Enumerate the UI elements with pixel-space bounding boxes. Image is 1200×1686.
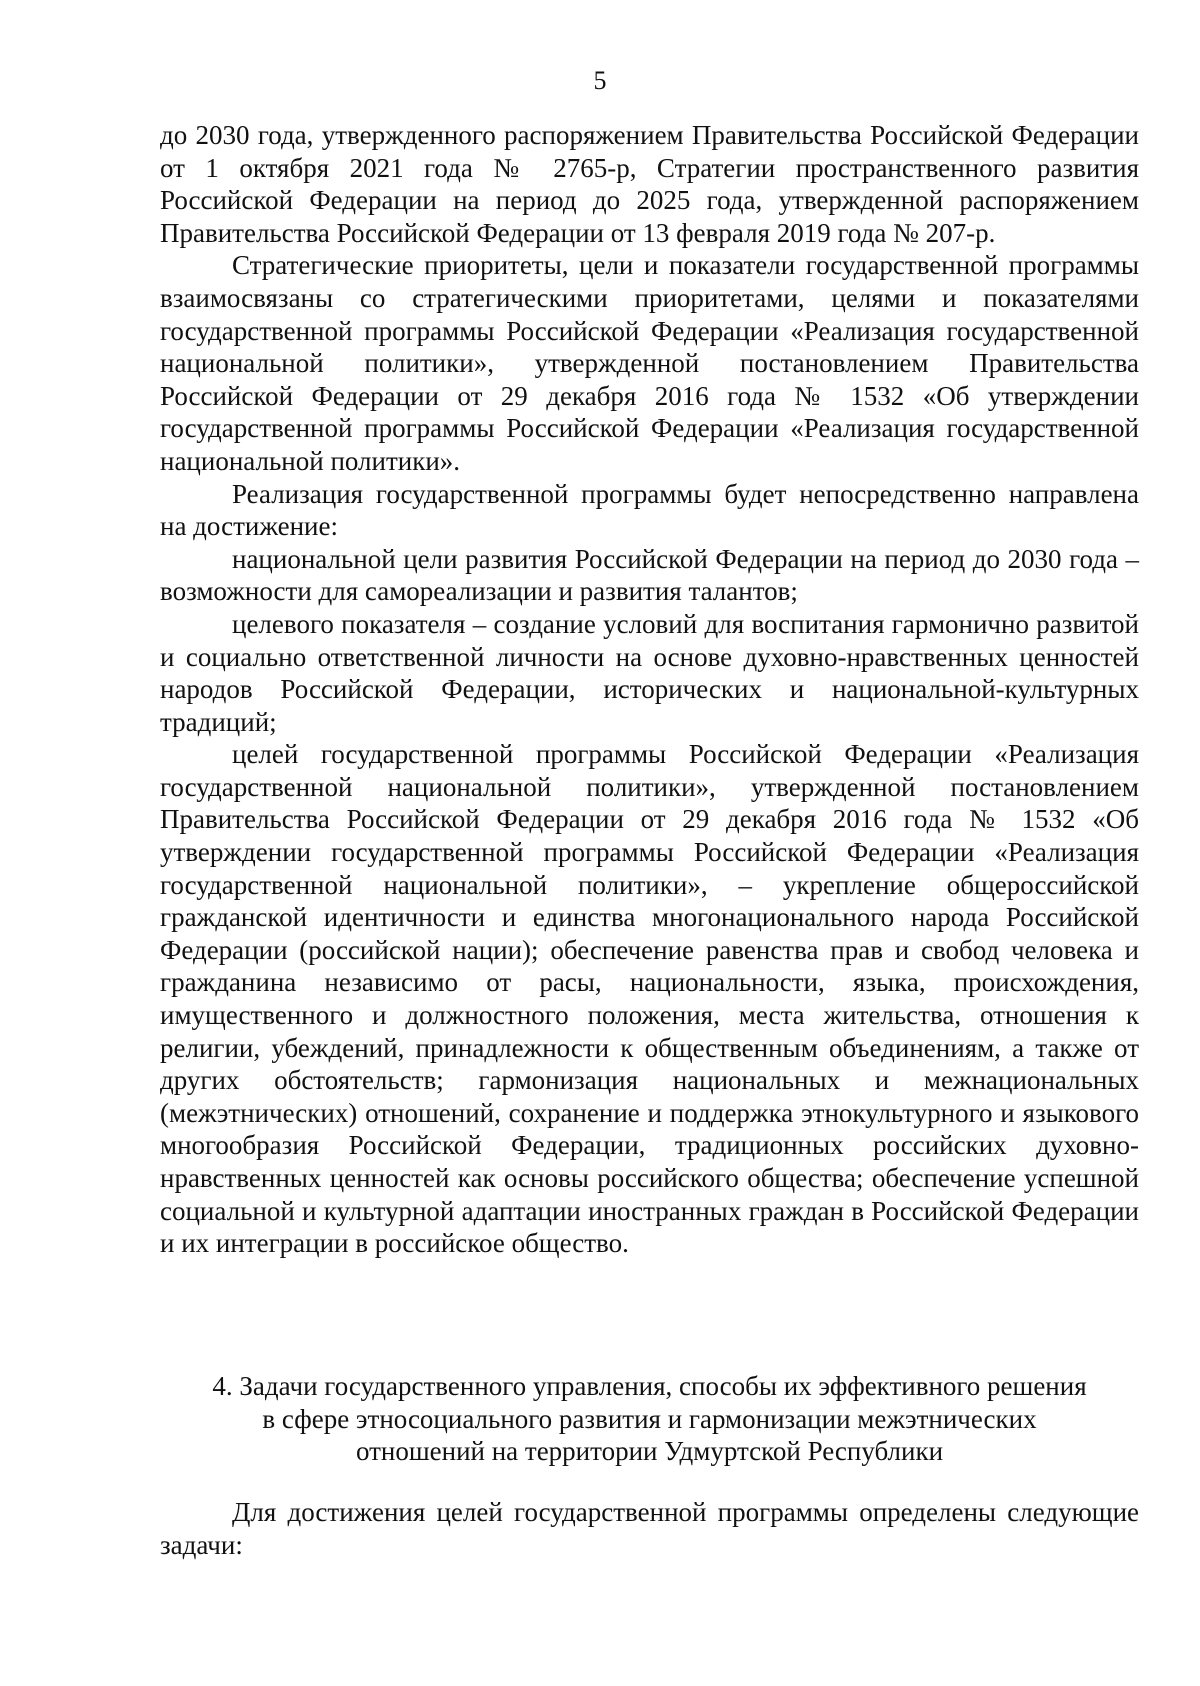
page-number: 5	[593, 66, 607, 95]
paragraph-implementation-aim: Реализация государственной программы будет непосредственно направлена на достижение:	[160, 478, 1139, 542]
paragraph-strategic-priorities: Стратегические приоритеты, цели и показатели государственной программы взаимосвязаны со стратегическими приоритетами, целями и показателями государственной программы Российской Федерации «Реализация государственной национальной политики», утвержденной постановлением Правительства Российской Федерации от 29 декабря 2016 года № 1532 «Об утверждении государственной программы Российской Федерации «Реализация государственной национальной политики».	[160, 250, 1139, 476]
paragraph-tasks-intro: Для достижения целей государственной программы определены следующие задачи:	[160, 1497, 1139, 1560]
paragraph-national-goal: национальной цели развития Российской Федерации на период до 2030 года – возможности для самореализации и развития талантов;	[160, 543, 1139, 607]
section-heading-line: в сфере этносоциального развития и гармонизации межэтнических	[262, 1403, 1037, 1434]
section-heading-line: 4. Задачи государственного управления, способы их эффективного решения	[212, 1371, 1087, 1401]
paragraph-strategy-references: до 2030 года, утвержденного распоряжением Правительства Российской Федерации от 1 октября 2021 года № 2765-р, Стратегии пространственного развития Российской Федерации на период до 2025 года, утвержденной распоряжением Правительства Российской Федерации от 13 февраля 2019 года № 207-р.	[160, 120, 1139, 248]
paragraph-target-indicator: целевого показателя – создание условий для воспитания гармонично развитой и социально ответственной личности на основе духовно-нравственных ценностей народов Российской Федерации, исторических и национальной-культурных традиций;	[160, 608, 1139, 737]
tasks-section	[160, 1496, 1139, 1561]
paragraph-federal-program-goals: целей государственной программы Российской Федерации «Реализация государственной национальной политики», утвержденной постановлением Правительства Российской Федерации от 29 декабря 2016 года № 1532 «Об утверждении государственной программы Российской Федерации «Реализация государственной национальной политики», – укрепление общероссийской гражданской идентичности и единства многонационального народа Российской Федерации (российской нации); обеспечение равенства прав и свобод человека и гражданина независимо от расы, национальности, языка, происхождения, имущественного и должностного положения, места жительства, отношения к религии, убеждений, принадлежности к общественным объединениям, а также от других обстоятельств; гармонизация национальных и межнациональных (межэтнических) отношений, сохранение и поддержка этнокультурного и языкового многообразия Российской Федерации, традиционных российских духовно-нравственных ценностей как основы российского общества; обеспечение успешной социальной и культурной адаптации иностранных граждан в Российской Федерации и их интеграции в российское общество.	[160, 739, 1139, 1259]
section-heading-line: отношений на территории Удмуртской Республики	[355, 1436, 944, 1467]
body-text	[160, 119, 1139, 1260]
section-heading	[160, 1370, 1139, 1468]
